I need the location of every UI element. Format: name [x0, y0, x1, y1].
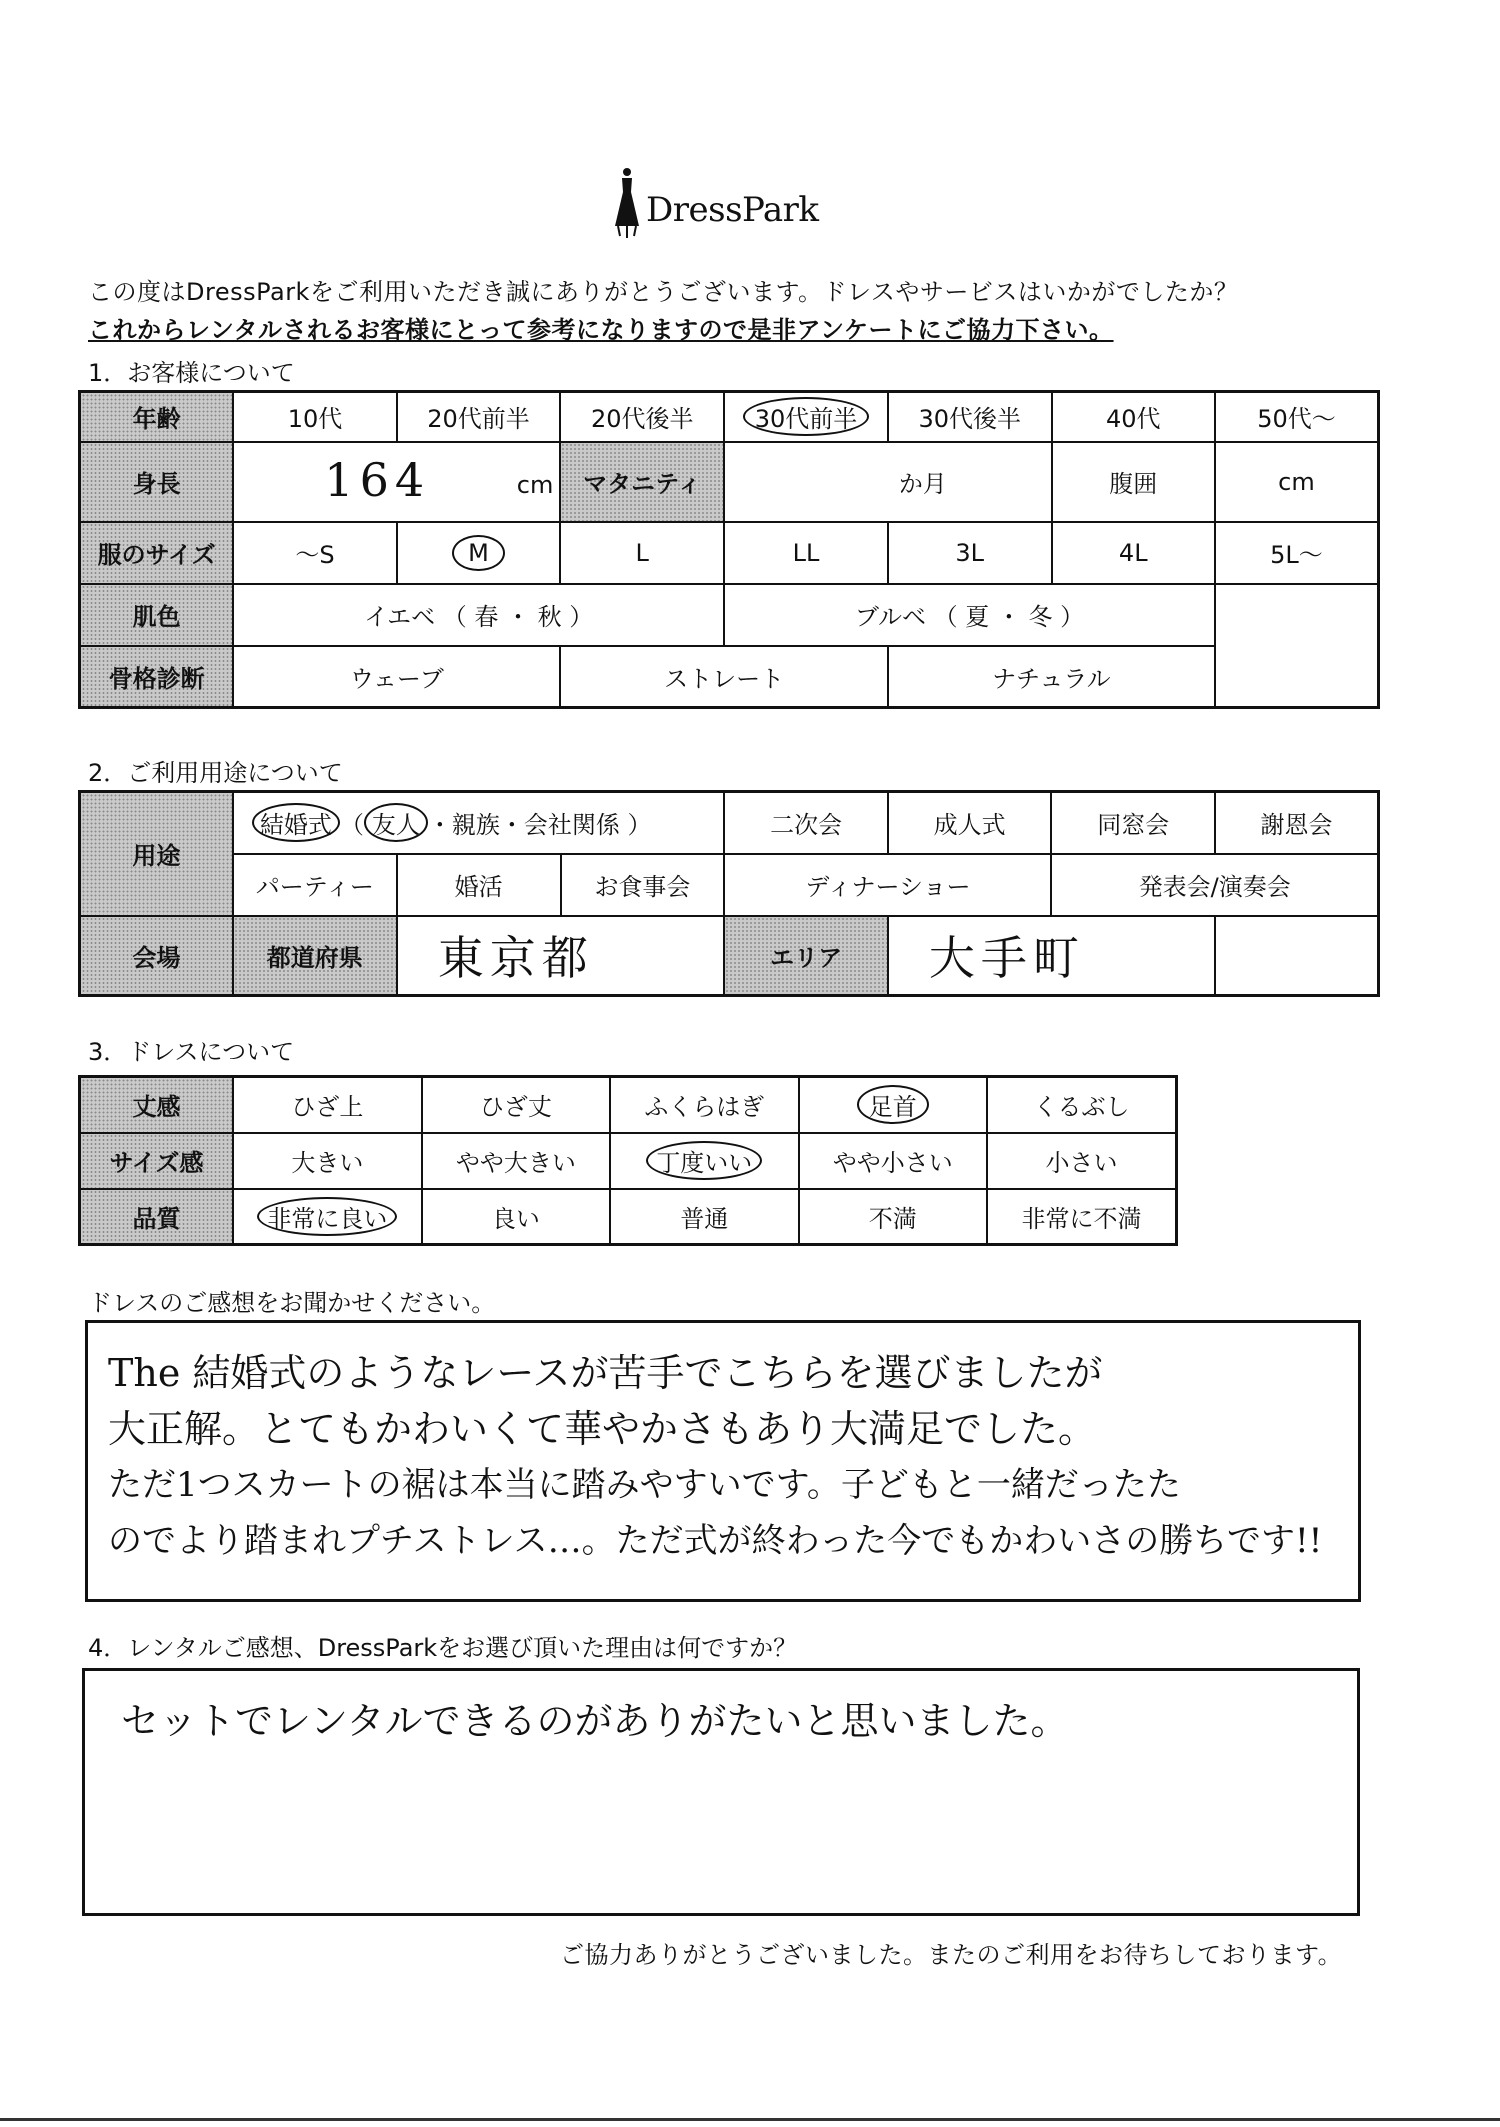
section-4-title: 4．レンタルご感想、DressParkをお選び頂いた理由は何ですか？: [88, 1634, 798, 1662]
friend-selected: 友人: [364, 803, 428, 842]
wedding-detail-rest: ・親族・会社関係 ）: [427, 811, 652, 840]
scan-edge-line: [0, 2118, 1500, 2121]
quality-row: [80, 1189, 1177, 1245]
skin-blue-option[interactable]: ブルベ （ 夏 ・ 冬 ）: [724, 584, 1215, 646]
reason-comment-box[interactable]: [82, 1668, 1360, 1916]
comment-line: The 結婚式のようなレースが苦手でこちらを選びましたが: [108, 1351, 1103, 1395]
dress-table: [78, 1075, 1178, 1246]
age-option-40s[interactable]: 40代: [1052, 392, 1215, 442]
empty-cell: [1215, 916, 1378, 996]
age-label: 年齢: [80, 392, 234, 442]
venue-row: [80, 916, 1379, 996]
age-option-late20s[interactable]: 20代後半: [560, 392, 724, 442]
quality-option-good[interactable]: 良い: [422, 1189, 610, 1245]
fit-option-just-right[interactable]: [610, 1133, 798, 1189]
waist-label: 腹囲: [1052, 442, 1215, 522]
quality-selected: 非常に良い: [257, 1197, 397, 1236]
age-option-early20s[interactable]: 20代前半: [397, 392, 561, 442]
customer-info-table: [78, 390, 1380, 709]
size-option-3l[interactable]: 3L: [888, 522, 1052, 584]
fit-option-slightly-large[interactable]: やや大きい: [422, 1133, 610, 1189]
quality-option-very-dissatisfied[interactable]: 非常に不満: [987, 1189, 1177, 1245]
size-option-ll[interactable]: LL: [724, 522, 888, 584]
section-3-title: 3．ドレスについて: [88, 1038, 295, 1066]
prefecture-field[interactable]: [397, 916, 725, 996]
fit-option-large[interactable]: 大きい: [233, 1133, 422, 1189]
intro-request: これからレンタルされるお客様にとって参考になりますので是非アンケートにご協力下さい。: [88, 316, 1114, 344]
purpose-option-party[interactable]: パーティー: [233, 854, 397, 916]
frame-row: [80, 646, 1379, 708]
size-label: 服のサイズ: [80, 522, 234, 584]
maternity-label: マタニティ: [560, 442, 724, 522]
size-selected: M: [452, 535, 505, 571]
quality-option-very-good[interactable]: [233, 1189, 422, 1245]
length-option-anklebone[interactable]: くるぶし: [987, 1077, 1177, 1133]
area-field[interactable]: [888, 916, 1215, 996]
purpose-option-recital[interactable]: 発表会/演奏会: [1051, 854, 1378, 916]
purpose-option-dinner[interactable]: お食事会: [561, 854, 725, 916]
size-option-l[interactable]: L: [560, 522, 724, 584]
purpose-option-konkatsu[interactable]: 婚活: [397, 854, 561, 916]
brand-name: DressPark: [646, 190, 819, 230]
fit-selected: 丁度いい: [646, 1141, 762, 1180]
comment-line: 大正解。とてもかわいくて華やかさもあり大満足でした。: [108, 1407, 1097, 1451]
length-label: 丈感: [80, 1077, 234, 1133]
fit-row: [80, 1133, 1177, 1189]
purpose-option-wedding[interactable]: [233, 792, 725, 854]
comment-line: のでより踏まれプチストレス…。ただ式が終わった今でもかわいさの勝ちです!!: [108, 1521, 1323, 1561]
footer-thanks: ご協力ありがとうございました。またのご利用をお待ちしております。: [560, 1941, 1343, 1969]
section-1-title: 1．お客様について: [88, 359, 295, 387]
size-option-s[interactable]: ～S: [233, 522, 396, 584]
size-option-4l[interactable]: 4L: [1052, 522, 1215, 584]
fit-option-slightly-small[interactable]: やや小さい: [799, 1133, 987, 1189]
age-option-10s[interactable]: 10代: [233, 392, 396, 442]
length-option-calf[interactable]: ふくらはぎ: [610, 1077, 798, 1133]
quality-label: 品質: [80, 1189, 234, 1245]
comment-line: ただ1つスカートの裾は本当に踏みやすいです。子どもと一緒だったた: [108, 1465, 1181, 1505]
height-field[interactable]: [233, 442, 560, 522]
length-option-above-knee[interactable]: ひざ上: [233, 1077, 422, 1133]
fit-label: サイズ感: [80, 1133, 234, 1189]
purpose-row-2: [80, 854, 1379, 916]
dress-comment-prompt: ドレスのご感想をお聞かせください。: [88, 1289, 496, 1317]
age-option-early30s[interactable]: [724, 392, 888, 442]
height-value: 164: [324, 452, 431, 507]
usage-table: [78, 790, 1380, 997]
age-row: [80, 392, 1379, 442]
waist-field[interactable]: [1215, 442, 1379, 522]
skin-yellow-option[interactable]: イエベ （ 春 ・ 秋 ）: [233, 584, 724, 646]
maternity-field[interactable]: [724, 442, 1051, 522]
height-unit: cm: [516, 470, 554, 499]
frame-option-wave[interactable]: ウェーブ: [233, 646, 560, 708]
frame-option-straight[interactable]: ストレート: [560, 646, 888, 708]
area-label: エリア: [724, 916, 887, 996]
size-option-5l[interactable]: 5L～: [1215, 522, 1379, 584]
maternity-unit: か月: [898, 470, 947, 498]
purpose-option-dinner-show[interactable]: ディナーショー: [724, 854, 1051, 916]
purpose-option-reunion[interactable]: 同窓会: [1051, 792, 1215, 854]
purpose-option-coming-of-age[interactable]: 成人式: [888, 792, 1052, 854]
skin-label: 肌色: [80, 584, 234, 646]
reason-comment-text: セットでレンタルできるのがありがたいと思いました。: [121, 1699, 1069, 1743]
purpose-label: 用途: [80, 792, 233, 916]
age-selected: 30代前半: [743, 397, 870, 436]
wedding-detail-open: （: [339, 811, 364, 840]
empty-cell: [1215, 646, 1379, 708]
venue-label: 会場: [80, 916, 233, 996]
size-option-m[interactable]: [397, 522, 561, 584]
size-row: [80, 522, 1379, 584]
fit-option-small[interactable]: 小さい: [987, 1133, 1177, 1189]
length-option-knee[interactable]: ひざ丈: [422, 1077, 610, 1133]
frame-label: 骨格診断: [80, 646, 234, 708]
empty-cell: [1215, 584, 1379, 646]
length-row: [80, 1077, 1177, 1133]
prefecture-label: 都道府県: [233, 916, 397, 996]
height-row: [80, 442, 1379, 522]
intro-text: この度はDressParkをご利用いただき誠にありがとうございます。ドレスやサービスはいかがでしたか？: [88, 278, 1239, 306]
dress-comment-box[interactable]: [85, 1320, 1361, 1602]
length-option-ankle[interactable]: [799, 1077, 987, 1133]
dress-icon: [610, 166, 644, 242]
age-option-50s[interactable]: 50代～: [1215, 392, 1379, 442]
prefecture-value: 東京都: [437, 931, 594, 986]
skin-row: [80, 584, 1379, 646]
age-option-late30s[interactable]: 30代後半: [888, 392, 1052, 442]
wedding-selected: 結婚式: [252, 803, 340, 842]
section-2-title: 2．ご利用用途について: [88, 759, 343, 787]
area-value: 大手町: [928, 931, 1085, 986]
purpose-row-1: [80, 792, 1379, 854]
quality-option-average[interactable]: 普通: [610, 1189, 798, 1245]
brand-logo: [610, 160, 840, 240]
frame-option-natural[interactable]: ナチュラル: [888, 646, 1215, 708]
length-selected: 足首: [857, 1085, 929, 1124]
dress-comment-text: [108, 1345, 1348, 1569]
quality-option-dissatisfied[interactable]: 不満: [799, 1189, 987, 1245]
purpose-option-afterparty[interactable]: 二次会: [724, 792, 887, 854]
purpose-option-thanks-party[interactable]: 謝恩会: [1215, 792, 1378, 854]
waist-unit: cm: [1278, 467, 1315, 496]
height-label: 身長: [80, 442, 234, 522]
